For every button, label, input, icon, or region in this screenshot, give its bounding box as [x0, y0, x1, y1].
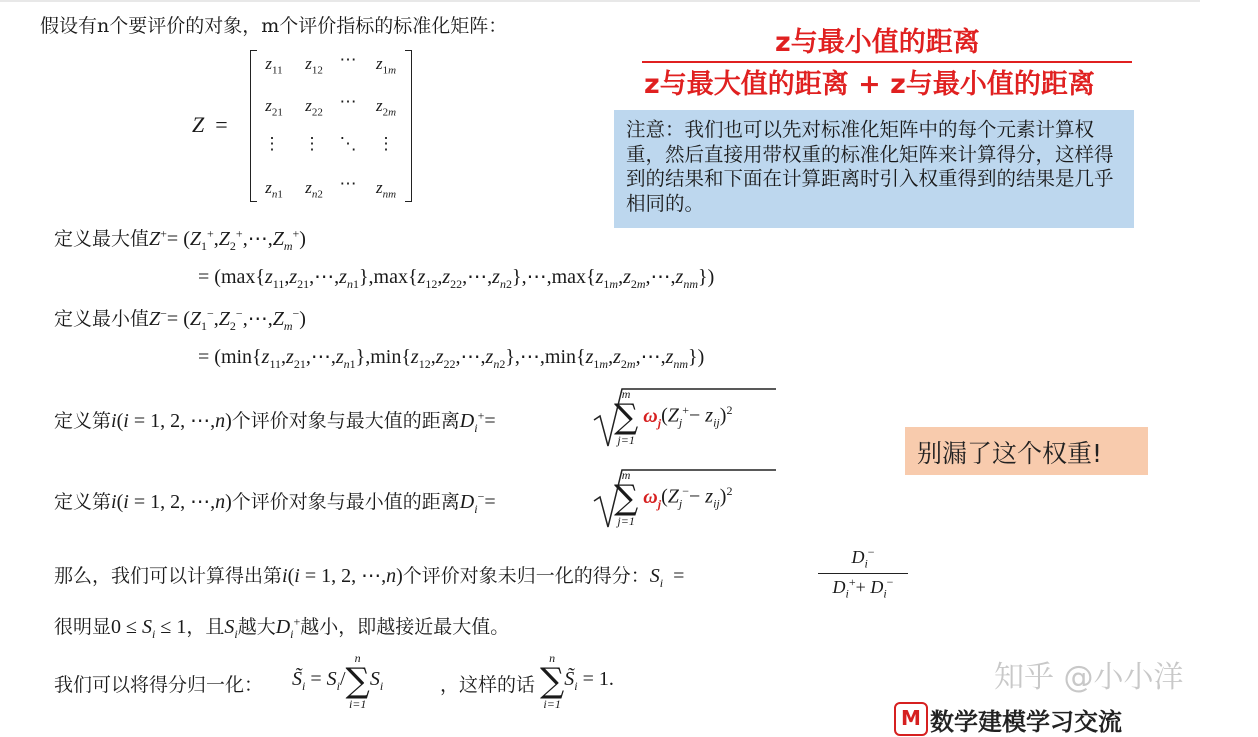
matrix-cell: ⋯: [339, 50, 357, 69]
fraction-denominator: z与最大值的距离 + z与最小值的距离: [644, 69, 1095, 100]
matrix-cell: $z_{n2}$: [305, 178, 323, 201]
weight-warning-box: 别漏了这个权重!: [905, 427, 1148, 475]
m-logo-icon: M: [894, 702, 928, 736]
normalize-formula: $S̃_i = S_i/$ n ∑ i=1 $S_i$: [292, 651, 384, 711]
matrix-cell: ⋮: [263, 134, 281, 153]
standardized-matrix: [250, 50, 412, 202]
top-rule: [0, 0, 1200, 2]
zhihu-watermark: 知乎 @小小洋: [994, 660, 1184, 695]
normalize-line: 我们可以将得分归一化：: [54, 674, 264, 696]
matrix-cell: $z_{12}$: [305, 54, 323, 77]
dist-max-line: 定义第i(i = 1, 2, ⋯,n)个评价对象与最大值的距离$D_i^+=$: [54, 408, 496, 435]
def-max-expansion: = $(\max\{z_{11},z_{21},\cdots,z_{n1}\},\max\{z_{12},z_{22},\cdots,z_{n2}\},\cdots,\max\{z_{1m},z_{2m},\cdots,z_{nm}\})$: [198, 266, 715, 291]
intro-text: 假设有n个要评价的对象，m个评价指标的标准化矩阵：: [40, 15, 508, 37]
matrix-label: Z =: [192, 112, 228, 137]
matrix-cell: $z_{22}$: [305, 96, 323, 119]
normalize-result: n ∑ i=1 $S̃_i = 1$.: [540, 651, 614, 711]
obvious-line: 很明显$0 \le S_i \le 1$，且$S_i$越大$D_i^+$越小，即越接近最大值。: [54, 614, 510, 641]
matrix-cell: ⋱: [339, 134, 357, 153]
matrix-cell: ⋯: [339, 92, 357, 111]
matrix-cell: $z_{1m}$: [375, 54, 397, 77]
def-min-expansion: = $(\min\{z_{11},z_{21},\cdots,z_{n1}\},\min\{z_{12},z_{22},\cdots,z_{n2}\},\cdots,\min\{z_{1m},z_{2m},\cdots,z_{nm}\})$: [198, 346, 705, 371]
dist-min-line: 定义第i(i = 1, 2, ⋯,n)个评价对象与最小值的距离$D_i^-=$: [54, 489, 496, 516]
def-min-line: 定义最小值$Z^-= (Z_1^-,Z_2^-,\cdots,Z_m^-)$: [54, 306, 306, 333]
def-max-line: 定义最大值$Z^+= (Z_1^+,Z_2^+,\cdots,Z_m^+)$: [54, 226, 306, 253]
matrix-cell: ⋮: [303, 134, 321, 153]
matrix-cell: $z_{11}$: [265, 54, 283, 77]
dist-min-radicand: m ∑ j=1 $\omega_j(Z_j^-- z_{ij})^2$: [614, 468, 733, 528]
footer-logo-text: 数学建模学习交流: [930, 708, 1122, 736]
matrix-cell: $z_{21}$: [265, 96, 283, 119]
matrix-cell: ⋮: [377, 134, 395, 153]
dist-max-radicand: m ∑ j=1 $\omega_j(Z_j^+- z_{ij})^2$: [614, 387, 733, 447]
normalize-mid: ，这样的话: [440, 674, 536, 696]
fraction-numerator: z与最小值的距离: [775, 27, 980, 58]
matrix-right-bracket: [405, 50, 412, 202]
note-box: 注意：我们也可以先对标准化矩阵中的每个元素计算权重，然后直接用带权重的标准化矩阵来计算得分，这样得到的结果和下面在计算距离时引入权重得到的结果是几乎相同的。: [614, 110, 1134, 228]
matrix-cell: $z_{n1}$: [265, 178, 283, 201]
score-line: 那么，我们可以计算得出第i(i = 1, 2, ⋯,n)个评价对象未归一化的得分：$S_i$ =: [54, 565, 685, 590]
matrix-cell: ⋯: [339, 174, 357, 193]
matrix-cell: $z_{2m}$: [375, 96, 397, 119]
matrix-cell: $z_{nm}$: [375, 178, 397, 201]
score-fraction: $D_i^-$ $D_i^++ D_i^-$: [818, 545, 908, 602]
